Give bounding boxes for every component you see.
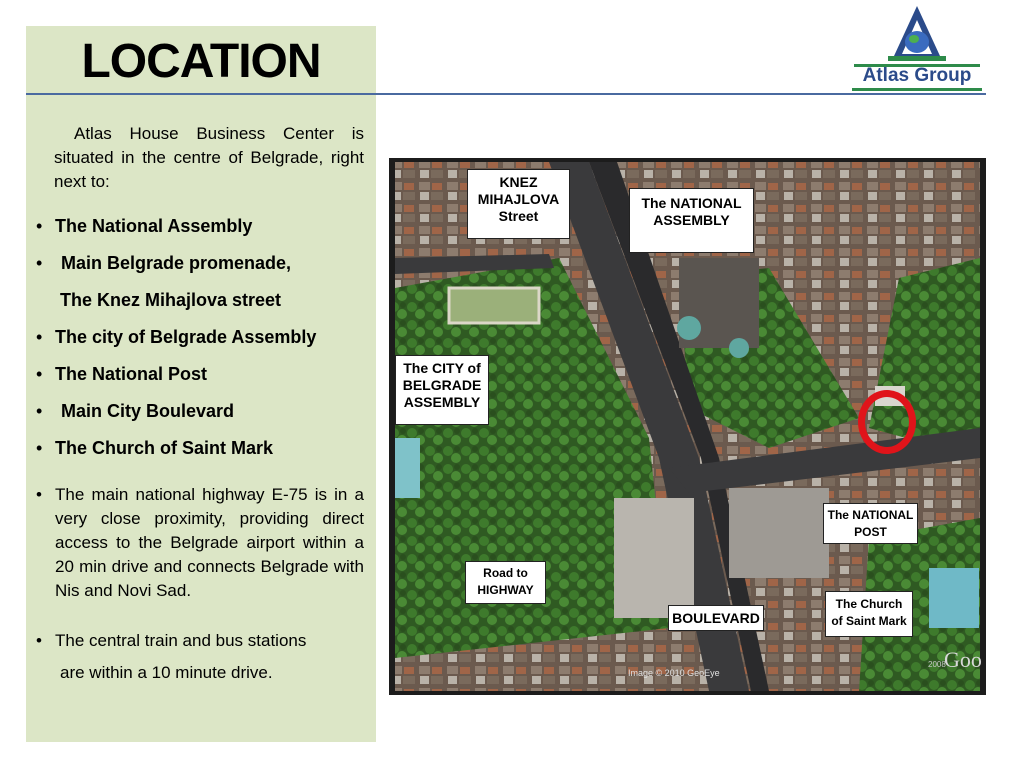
details-continuation: are within a 10 minute drive. (60, 663, 273, 682)
label-national-post: The NATIONAL POST (823, 503, 918, 544)
list-item: • The National Assembly (36, 216, 253, 236)
content (36, 122, 364, 685)
label-national-assembly: The NATIONAL ASSEMBLY (629, 188, 754, 253)
location-marker (858, 390, 916, 454)
map-watermark: Image © 2010 GeoEye (628, 668, 720, 678)
list-item: • Main Belgrade promenade, (36, 253, 292, 273)
list-item: • The Church of Saint Mark (36, 438, 274, 458)
list-item: • The central train and bus stations (36, 631, 307, 650)
label-road-to-highway: Road to HIGHWAY (465, 561, 546, 604)
list-item: • The main national highway E-75 is in a very close proximity, providing direct access to the Belgrade airport within a 20 min drive and connects Belgrade with Nis and Novi Sad. (36, 485, 364, 600)
google-year: 2008 (928, 660, 946, 669)
list-item: • The National Post (36, 364, 208, 384)
list-item: • Main City Boulevard (36, 401, 235, 421)
logo-underline (852, 88, 982, 91)
google-logo: Goo (944, 647, 982, 672)
page-title: LOCATION (81, 35, 321, 88)
list-item: The Knez Mihajlova street (60, 290, 282, 310)
label-city-assembly: The CITY of BELGRADE ASSEMBLY (395, 355, 489, 425)
label-knez-mihajlova: KNEZ MIHAJLOVA Street (467, 169, 570, 239)
header-divider (26, 93, 986, 95)
logo-text: Atlas Group (862, 65, 972, 86)
highlights-list (36, 208, 364, 467)
intro-text: Atlas House Business Center is situated in the centre of Belgrade, right next to: (54, 124, 364, 191)
details-list (36, 483, 364, 653)
label-boulevard: BOULEVARD (668, 605, 764, 631)
list-item: • The city of Belgrade Assembly (36, 327, 317, 347)
label-church-saint-mark: The Church of Saint Mark (825, 591, 913, 637)
